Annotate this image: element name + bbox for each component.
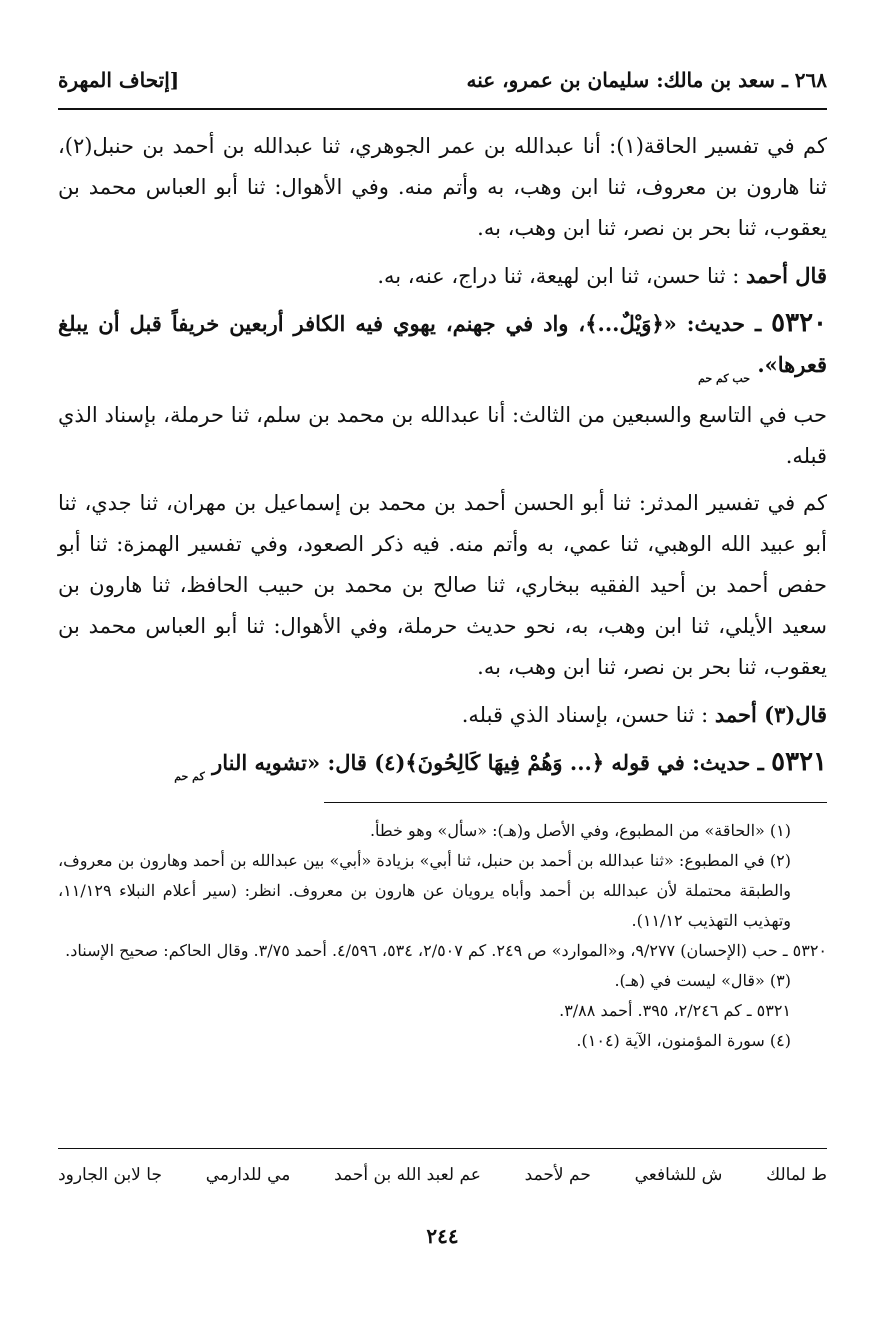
main-text [58,126,827,787]
hadith-number: ٥٣٢٠ [771,308,827,338]
page-number: ٢٤٤ [426,1224,459,1248]
paragraph: حب في التاسع والسبعين من الثالث: أنا عبدالله بن محمد بن سلم، ثنا حرملة، بإسناد الذي قبله. [58,403,827,468]
speaker-label: قال أحمد [746,263,827,288]
paragraph [58,694,827,736]
header-rule [58,108,827,110]
footnote: ٥٣٢١ ـ كم ٢/٢٤٦، ٣٩٥. أحمد ٣/٨٨. [559,1001,791,1020]
legend-rule [58,1148,827,1149]
abbreviation-legend [58,1165,827,1185]
header-book-title: [إتحاف المهرة [58,68,180,92]
legend-item: ط لمالك [766,1165,827,1185]
footnote: (٢) في المطبوع: «ثنا عبدالله بن أحمد بن حنبل، ثنا أبي» بزيادة «أبي» بين عبدالله بن أحمد وهارون بن معروف، والطبقة محتملة لأن عبدالله بن أحمد وأباه يرويان عن هارون بن معروف. انظر: (سير أعلام النبلاء ١١/١٢٩، وتهذيب التهذيب ١١/١٢). [58,851,792,930]
hadith-number: ٥٣٢١ [771,747,827,777]
hadith-text: ـ حديث: في قوله ﴿... وَهُمْ فِيهَا كَالِحُونَ﴾(٤) قال: «تشويه النار [212,750,764,775]
legend-item: جا لابن الجارود [58,1165,162,1185]
footnote: ٥٣٢٠ ـ حب (الإحسان) ٩/٢٧٧، و«الموارد» ص ٢٤٩. كم ٢/٥٠٧، ٥٣٤، ٤/٥٩٦. أحمد ٣/٧٥. وقال الحاكم: صحيح الإسناد. [65,941,827,960]
paragraph [58,255,827,297]
speaker-label: قال(٣) أحمد [714,702,827,727]
footnote: (١) «الحاقة» من المطبوع، وفي الأصل و(هـ): «سأل» وهو خطأ. [369,821,791,840]
paragraph-text: : ثنا حسن، بإسناد الذي قبله. [461,703,709,727]
paragraph: كم في تفسير الحاقة(١): أنا عبدالله بن عمر الجوهري، ثنا عبدالله بن أحمد بن حنبل(٢)، ثنا هارون بن معروف، ثنا ابن وهب، به وأتم منه. وفي الأهوال: ثنا أبو العباس محمد بن يعقوب، ثنا بحر بن نصر، ثنا ابن وهب، به. [58,134,827,240]
header-chapter: ٢٦٨ ـ سعد بن مالك: سليمان بن عمرو، عنه [466,68,827,92]
paragraph-text: : ثنا حسن، ثنا ابن لهيعة، ثنا دراج، عنه، به. [377,264,740,288]
hadith-heading [58,742,827,787]
footnote: (٤) سورة المؤمنون، الآية (١٠٤). [576,1031,791,1050]
legend-item: عم لعبد الله بن أحمد [334,1165,481,1185]
legend-item: ش للشافعي [634,1165,723,1185]
running-header [58,64,827,96]
hadith-heading [58,303,827,389]
source-codes: حب كم حم [698,372,751,385]
source-codes: كم حم [174,770,205,783]
hadith-text: ـ حديث: «﴿وَيْلٌ...﴾، واد في جهنم، يهوي فيه الكافر أربعين خريفاً قبل أن يبلغ قعرها». [58,311,827,377]
legend-item: مي للدارمي [205,1165,291,1185]
footnote: (٣) «قال» ليست في (هـ). [614,971,791,990]
footnote-rule [324,802,827,803]
legend-item: حم لأحمد [524,1165,591,1185]
footnotes [58,816,827,1056]
paragraph: كم في تفسير المدثر: ثنا أبو الحسن أحمد بن محمد بن إسماعيل بن مهران، ثنا جدي، ثنا أبو عبيد الله الوهبي، ثنا عمي، به وأتم منه. فيه ذكر الصعود، وفي تفسير الهمزة: ثنا أبو حفص أحمد بن أحيد الفقيه ببخاري، ثنا صالح بن محمد بن حبيب الحافظ، ثنا هارون بن سعيد الأيلي، ثنا ابن وهب، به، نحو حديث حرملة، وفي الأهوال: ثنا أبو العباس محمد بن يعقوب، ثنا بحر بن نصر، ثنا ابن وهب، به. [58,491,827,679]
